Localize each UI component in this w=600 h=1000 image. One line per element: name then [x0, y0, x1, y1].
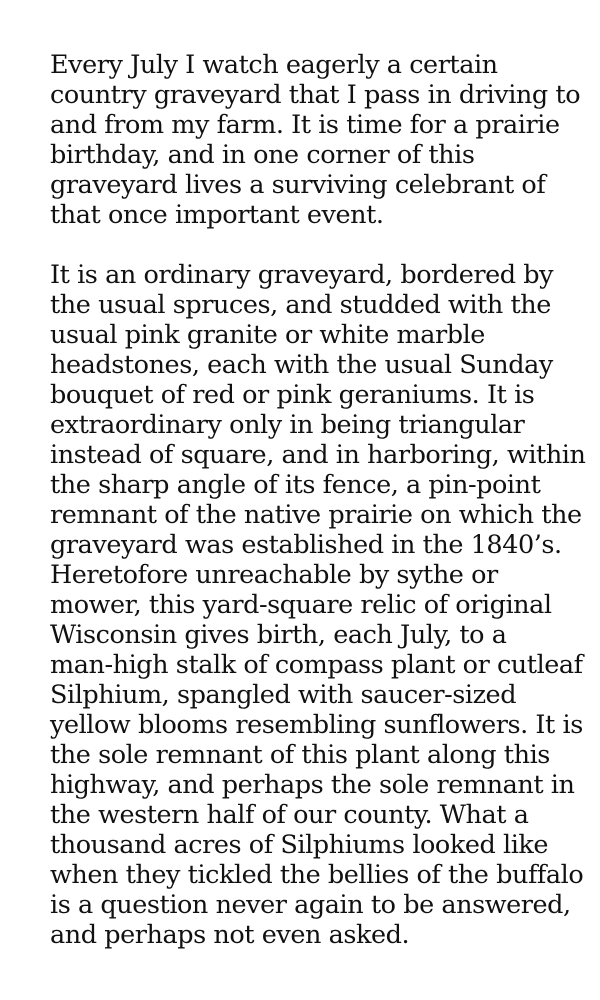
paragraph-2 — [50, 260, 586, 950]
text-line: man-high stalk of compass plant or cutleaf — [50, 650, 583, 680]
text-line: It is an ordinary graveyard, bordered by — [50, 260, 554, 290]
text-line: graveyard was established in the 1840’s. — [50, 530, 562, 560]
text-line: thousand acres of Silphiums looked like — [50, 830, 549, 860]
text-line: Heretofore unreachable by sythe or — [50, 560, 498, 590]
document-page — [50, 50, 586, 950]
text-line: highway, and perhaps the sole remnant in — [50, 770, 575, 800]
paragraph-1 — [50, 50, 581, 230]
text-line: Silphium, spangled with saucer-sized — [50, 680, 517, 710]
text-line: the sole remnant of this plant along this — [50, 740, 550, 770]
text-line: the usual spruces, and studded with the — [50, 290, 551, 320]
text-line: extraordinary only in being triangular — [50, 410, 525, 440]
text-line: the sharp angle of its fence, a pin-point — [50, 470, 541, 500]
text-line: country graveyard that I pass in driving to — [50, 80, 581, 110]
text-line: instead of square, and in harboring, within — [50, 440, 586, 470]
text-line: the western half of our county. What a — [50, 800, 529, 830]
text-line: yellow blooms resembling sunflowers. It is — [50, 710, 583, 740]
text-line: and perhaps not even asked. — [50, 920, 410, 950]
text-line: graveyard lives a surviving celebrant of — [50, 170, 546, 200]
text-line: bouquet of red or pink geraniums. It is — [50, 380, 535, 410]
text-line: Every July I watch eagerly a certain — [50, 50, 498, 80]
text-line: and from my farm. It is time for a prairie — [50, 110, 560, 140]
text-line: is a question never again to be answered, — [50, 890, 571, 920]
text-line: when they tickled the bellies of the buffalo — [50, 860, 584, 890]
text-line: remnant of the native prairie on which the — [50, 500, 582, 530]
text-line: mower, this yard-square relic of original — [50, 590, 552, 620]
text-line: Wisconsin gives birth, each July, to a — [50, 620, 507, 650]
text-line: headstones, each with the usual Sunday — [50, 350, 553, 380]
text-line: usual pink granite or white marble — [50, 320, 485, 350]
text-line: birthday, and in one corner of this — [50, 140, 475, 170]
text-line: that once important event. — [50, 200, 384, 230]
